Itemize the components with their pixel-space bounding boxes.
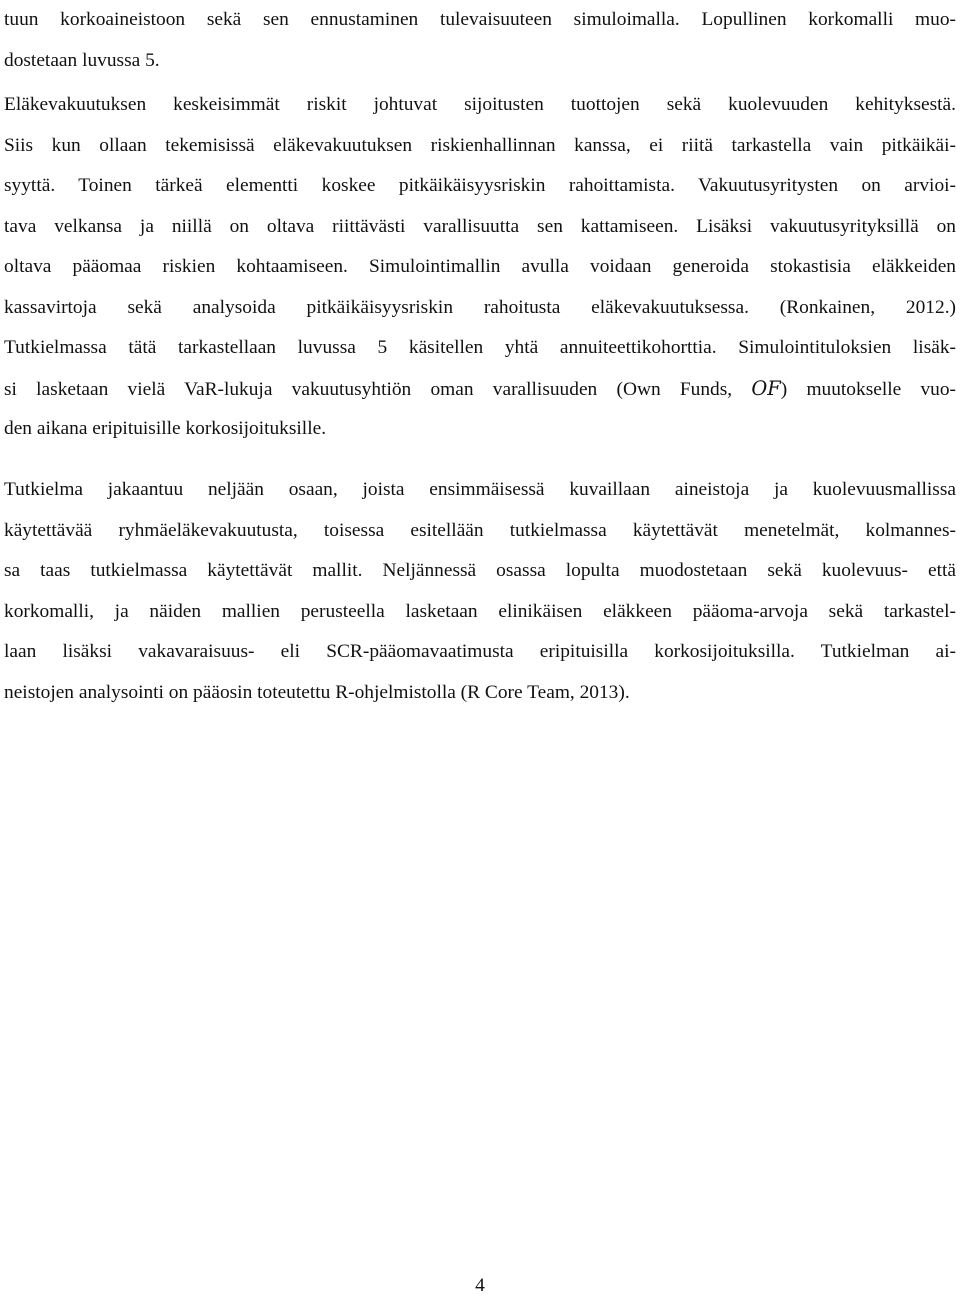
page-number: 4 bbox=[475, 1275, 485, 1296]
text-line: sa taas tutkielmassa käytettävät mallit. Neljännessä osassa lopulta muodostetaan sekä kuolevuus- että bbox=[4, 560, 956, 581]
text-line: neistojen analysointi on pääosin toteutettu R-ohjelmistolla (R Core Team, 2013). bbox=[4, 681, 630, 703]
text-line: syyttä. Toinen tärkeä elementti koskee pitkäikäisyysriskin rahoittamista. Vakuutusyritysten on arvioi- bbox=[4, 175, 956, 196]
text-line: kassavirtoja sekä analysoida pitkäikäisyysriskin rahoitusta eläkevakuutuksessa. (Ronkainen, 2012.) bbox=[4, 296, 956, 318]
text-line: den aikana eripituisille korkosijoituksille. bbox=[4, 418, 327, 439]
text-line: tuun korkoaineistoon sekä sen ennustaminen tulevaisuuteen simuloimalla. Lopullinen korkomalli muo- bbox=[4, 9, 956, 30]
text-line: tava velkansa ja niillä on oltava riittävästi varallisuutta sen kattamiseen. Lisäksi vakuutusyrityksillä on bbox=[4, 215, 956, 237]
text-segment: si lasketaan vielä VaR-lukuja vakuutusyhtiön oman varallisuuden (Own Funds, bbox=[4, 378, 752, 400]
text-segment: ) muutokselle vuo- bbox=[780, 378, 956, 400]
paragraph-risks bbox=[4, 85, 956, 450]
text-line: Tutkielma jakaantuu neljään osaan, joista ensimmäisessä kuvaillaan aineistoja ja kuolevuusmallissa bbox=[4, 479, 956, 500]
text-line: Siis kun ollaan tekemisissä eläkevakuutuksen riskienhallinnan kanssa, ei riitä tarkastella vain pitkäikäi- bbox=[4, 134, 956, 156]
math-symbol-own-funds: OF bbox=[751, 376, 781, 400]
text-line: laan lisäksi vakavaraisuus- eli SCR-pääomavaatimusta eripituisilla korkosijoituksilla. Tutkielman ai- bbox=[4, 641, 956, 662]
text-line: korkomalli, ja näiden mallien perusteella lasketaan elinikäisen eläkkeen pääoma-arvoja sekä tarkastel- bbox=[4, 600, 956, 622]
text-line: käytettävää ryhmäeläkevakuutusta, toisessa esitellään tutkielmassa käytettävät menetelmät, kolmannes- bbox=[4, 519, 956, 541]
paragraph-structure bbox=[4, 470, 956, 713]
text-line: dostetaan luvussa 5. bbox=[4, 49, 160, 71]
text-line: Tutkielmassa tätä tarkastellaan luvussa 5 käsitellen yhtä annuiteettikohorttia. Simulointituloksien lisäk- bbox=[4, 337, 956, 358]
text-line: Eläkevakuutuksen keskeisimmät riskit johtuvat sijoitusten tuottojen sekä kuolevuuden kehityksestä. bbox=[4, 94, 956, 115]
text-line: oltava pääomaa riskien kohtaamiseen. Simulointimallin avulla voidaan generoida stokastisia eläkkeiden bbox=[4, 256, 956, 277]
text-line-with-math bbox=[4, 369, 956, 410]
paragraph-intro-continuation bbox=[4, 0, 956, 81]
